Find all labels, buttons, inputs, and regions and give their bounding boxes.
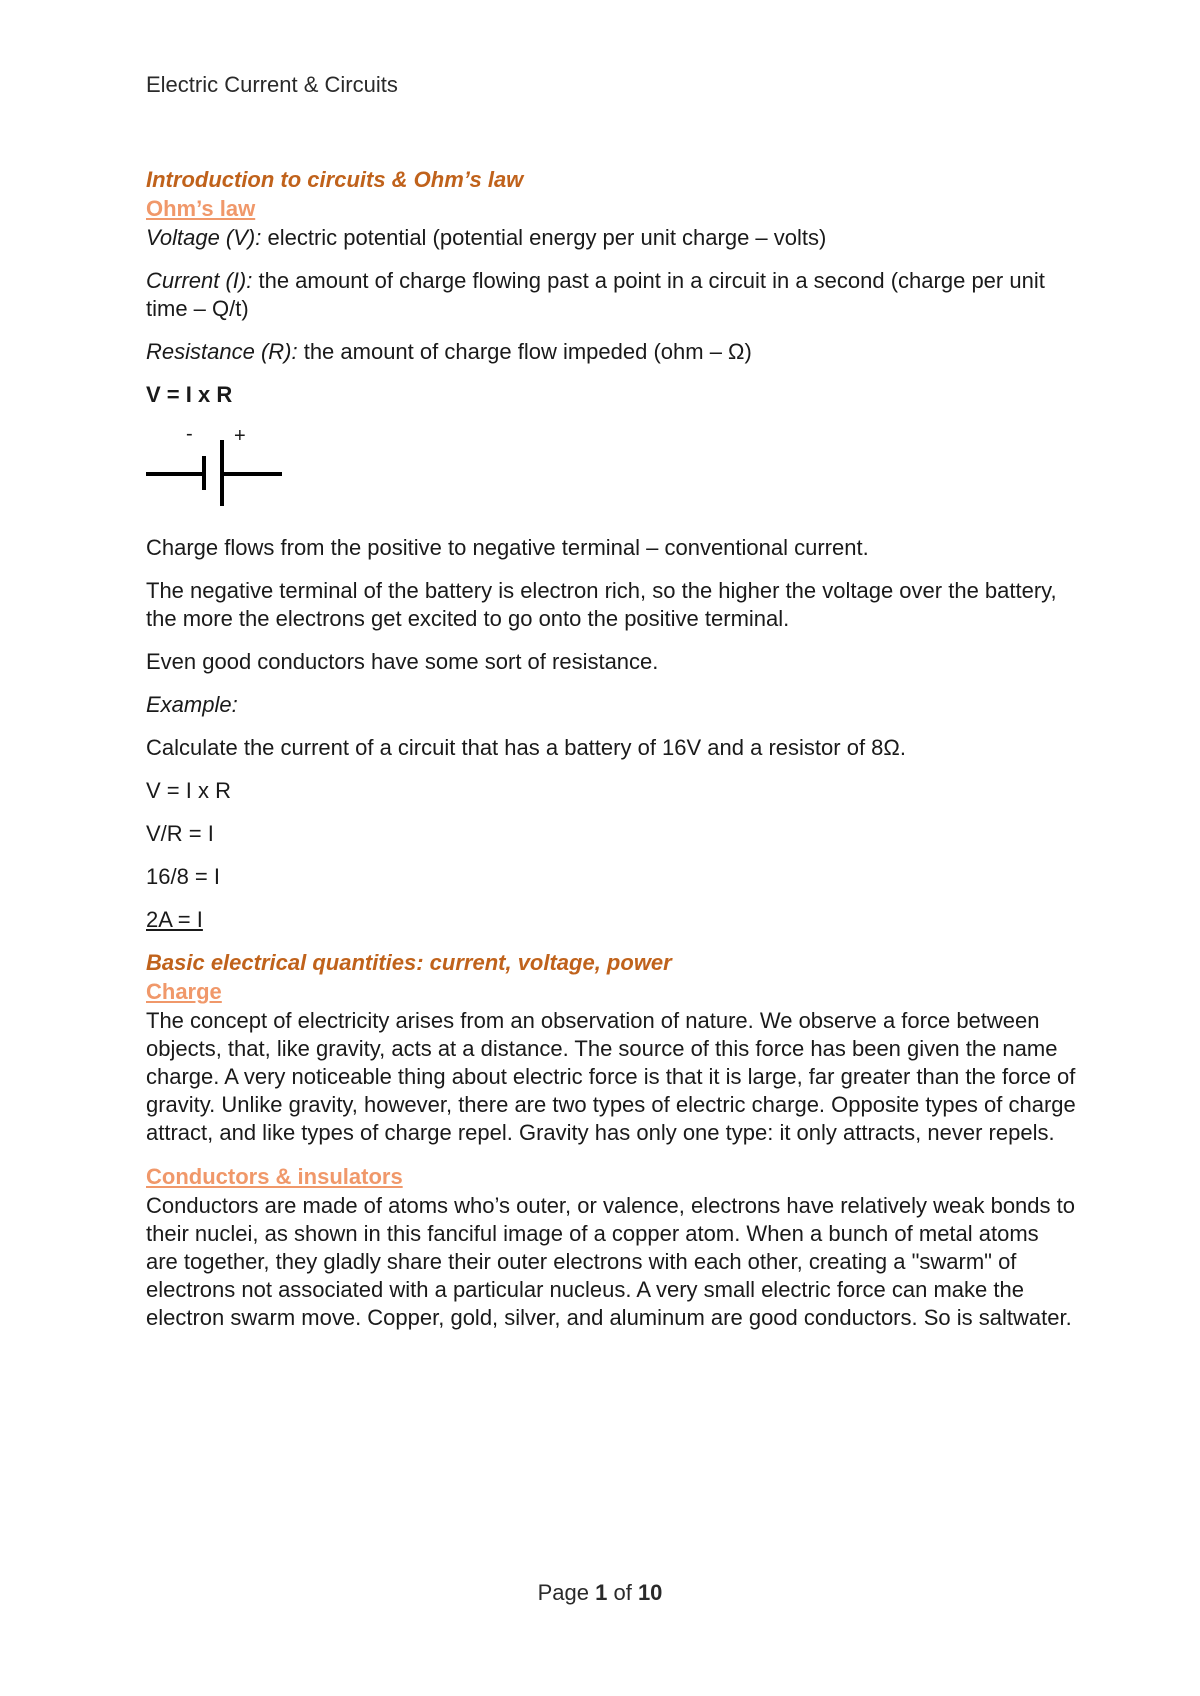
subheading-charge: Charge: [146, 979, 222, 1004]
paragraph-conventional-current: Charge flows from the positive to negative terminal – conventional current.: [146, 535, 869, 560]
footer-page-word: Page: [537, 1580, 589, 1605]
example-question: Calculate the current of a circuit that has a battery of 16V and a resistor of 8Ω.: [146, 735, 906, 760]
battery-symbol-icon: [146, 424, 296, 514]
example-step-2: V/R = I: [146, 821, 214, 846]
battery-plus-label: +: [234, 425, 246, 447]
paragraph-charge: The concept of electricity arises from an observation of nature. We observe a force between objects, that, like gravity, acts at a distance. The source of this force has been given the name charge. A very noticeable thing about electric force is that it is large, far greater than the force of gravity. Unlike gravity, however, there are two types of electric charge. Opposite types of charge attract, and like types of charge repel. Gravity has only one type: it only attracts, never repels.: [146, 1008, 1076, 1145]
battery-symbol-diagram: [146, 424, 296, 514]
battery-minus-label: -: [186, 423, 193, 445]
voltage-term: Voltage (V):: [146, 225, 262, 250]
example-label: Example:: [146, 692, 238, 717]
current-term: Current (I):: [146, 268, 253, 293]
paragraph-conductors: Conductors are made of atoms who’s outer, or valence, electrons have relatively weak bonds to their nuclei, as shown in this fanciful image of a copper atom. When a bunch of metal atoms are together, they gladly share their outer electrons with each other, creating a "swarm" of electrons not associated with a particular nucleus. A very small electric force can make the electron swarm move. Copper, gold, silver, and aluminum are good conductors. So is saltwater.: [146, 1193, 1075, 1330]
subheading-conductors: Conductors & insulators: [146, 1164, 403, 1189]
example-step-1: V = I x R: [146, 778, 231, 803]
current-definition: [146, 267, 1076, 323]
voltage-definition: [146, 224, 1076, 252]
paragraph-negative-terminal: The negative terminal of the battery is electron rich, so the higher the voltage over the battery, the more the electrons get excited to go onto the positive terminal.: [146, 578, 1057, 631]
section-heading-quantities: Basic electrical quantities: current, voltage, power: [146, 950, 672, 975]
voltage-text: electric potential (potential energy per unit charge – volts): [261, 225, 827, 250]
resistance-text: the amount of charge flow impeded (ohm – Ω): [297, 339, 752, 364]
resistance-term: Resistance (R):: [146, 339, 298, 364]
example-step-3: 16/8 = I: [146, 864, 221, 889]
resistance-definition: [146, 338, 1076, 366]
subheading-ohms-law: Ohm’s law: [146, 196, 256, 221]
page-content: [146, 166, 1076, 1332]
page-header: Electric Current & Circuits: [146, 72, 398, 97]
page-footer: [0, 1580, 1200, 1606]
current-text: the amount of charge flowing past a point in a circuit in a second (charge per unit time – Q/t): [146, 268, 1045, 321]
paragraph-resistance: Even good conductors have some sort of resistance.: [146, 649, 659, 674]
footer-page-total: 10: [637, 1580, 663, 1605]
section-heading-ohms: Introduction to circuits & Ohm’s law: [146, 167, 524, 192]
footer-of-word: of: [613, 1580, 632, 1605]
example-answer: 2A = I: [146, 907, 203, 932]
footer-page-number: 1: [595, 1580, 608, 1605]
ohms-law-formula: V = I x R: [146, 382, 233, 407]
